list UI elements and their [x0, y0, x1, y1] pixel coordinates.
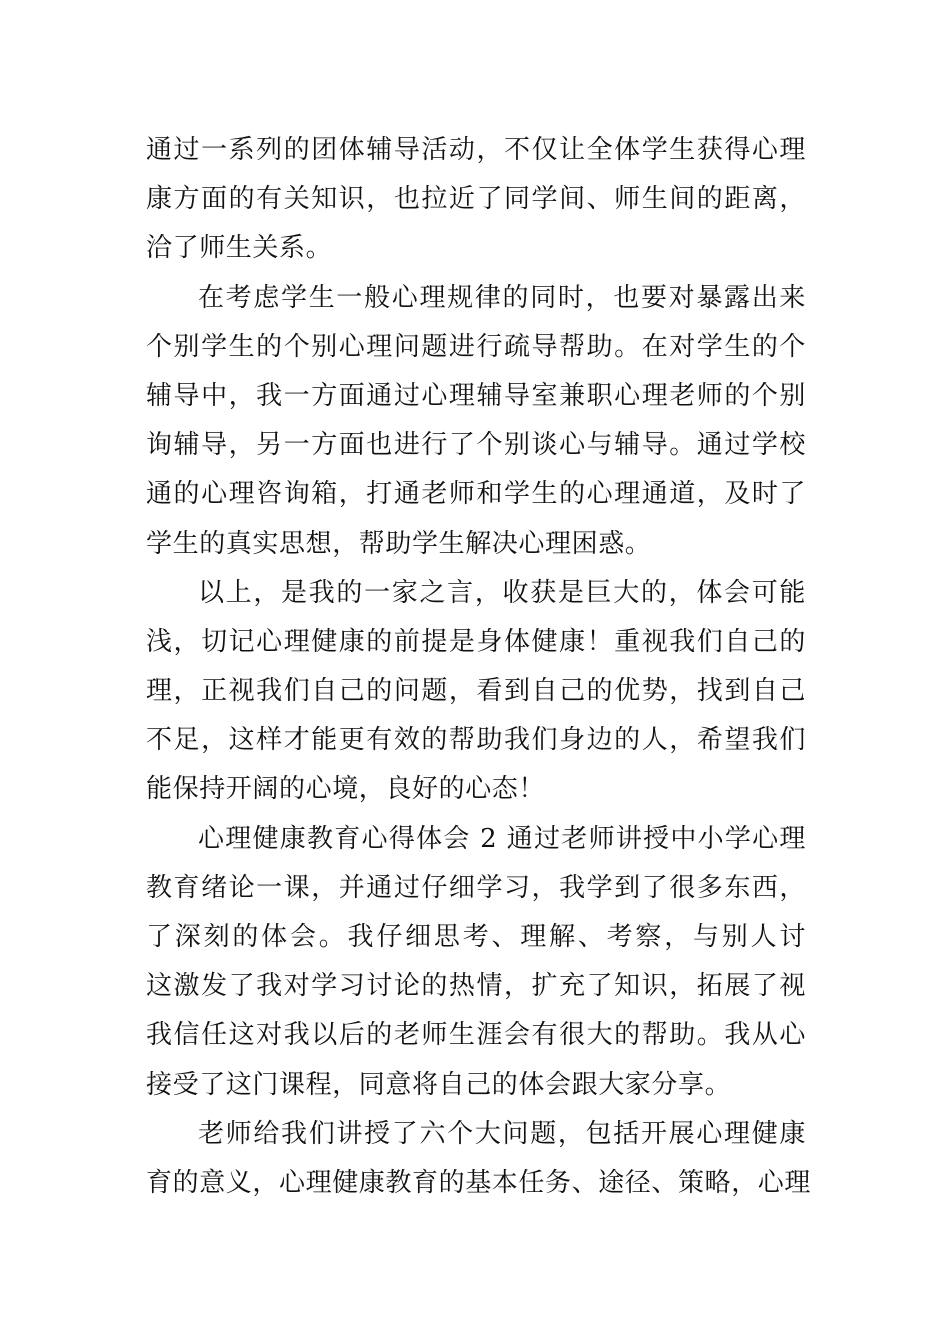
text-line: 洽了师生关系。 — [146, 233, 333, 264]
text-line: 心理健康教育心得体会 2 通过老师讲授中小学心理 — [198, 823, 806, 854]
text-line: 学生的真实思想，帮助学生解决心理困惑。 — [146, 528, 652, 559]
text-line: 接受了这门课程，同意将自己的体会跟大家分享。 — [146, 1069, 732, 1100]
paragraph — [146, 569, 806, 815]
text-line: 浅，切记心理健康的前提是身体健康！重视我们自己的 — [146, 626, 806, 657]
text-line: 老师给我们讲授了六个大问题，包括开展心理健康 — [198, 1118, 806, 1149]
paragraph — [146, 815, 806, 1110]
text-line: 理，正视我们自己的问题，看到自己的优势，找到自己 — [146, 676, 806, 707]
body-text — [146, 126, 812, 1208]
text-line: 这激发了我对学习讨论的热情，扩充了知识，拓展了视 — [146, 971, 806, 1002]
text-line: 通的心理咨询箱，打通老师和学生的心理通道，及时了 — [146, 479, 806, 510]
text-line: 不足，这样才能更有效的帮助我们身边的人，希望我们 — [146, 725, 806, 756]
text-line: 个别学生的个别心理问题进行疏导帮助。在对学生的个 — [146, 331, 806, 362]
text-line: 教育绪论一课，并通过仔细学习，我学到了很多东西， — [146, 872, 806, 903]
paragraph — [146, 126, 806, 274]
text-line: 在考虑学生一般心理规律的同时，也要对暴露出来 — [198, 282, 806, 313]
text-line: 康方面的有关知识，也拉近了同学间、师生间的距离， — [146, 184, 806, 215]
text-line: 以上，是我的一家之言，收获是巨大的，体会可能 — [198, 577, 806, 608]
text-line: 了深刻的体会。我仔细思考、理解、考察，与别人讨 — [146, 922, 806, 952]
text-line: 育的意义，心理健康教育的基本任务、途径、策略，心理 — [146, 1167, 812, 1198]
text-line: 我信任这对我以后的老师生涯会有很大的帮助。我从心 — [146, 1020, 806, 1051]
text-line: 能保持开阔的心境，良好的心态！ — [146, 774, 546, 805]
text-line: 通过一系列的团体辅导活动，不仅让全体学生获得心理 — [146, 135, 806, 165]
text-line: 询辅导，另一方面也进行了个别谈心与辅导。通过学校 — [146, 430, 806, 461]
paragraph — [146, 1110, 812, 1208]
paragraph — [146, 274, 806, 569]
text-line: 辅导中，我一方面通过心理辅导室兼职心理老师的个别 — [146, 380, 806, 411]
